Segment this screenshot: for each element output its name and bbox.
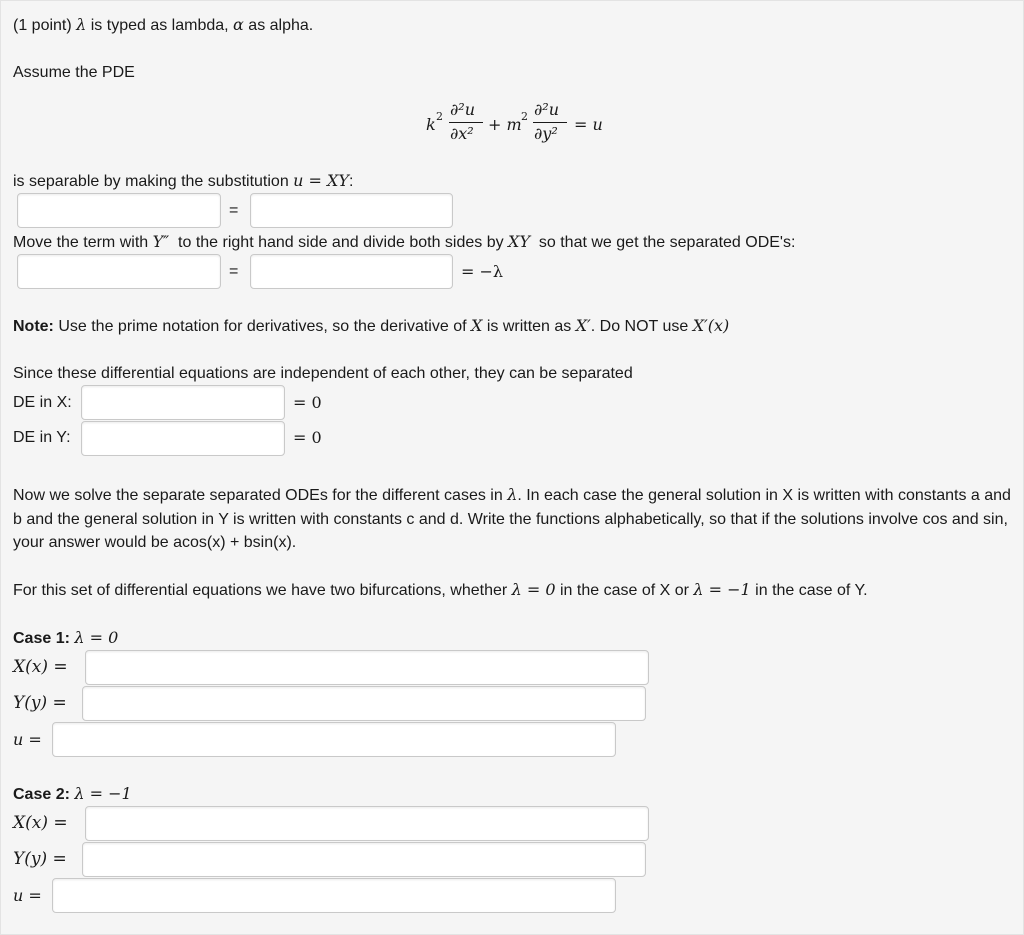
move-line [13, 232, 795, 253]
pde-equals-u: = u [574, 115, 603, 134]
note-x-prime: X′ [575, 316, 591, 335]
case2-condition: λ = −1 [74, 784, 132, 803]
separated-right-input[interactable] [250, 254, 453, 289]
case2-u-input[interactable] [52, 878, 616, 913]
solve-paragraph [13, 483, 1013, 555]
solve-text-pre: Now we solve the separate separated ODEs for the different cases in [13, 487, 508, 504]
move-text-mid: to the right hand side and divide both sides by [169, 234, 509, 251]
bifurc-text-post: in the case of Y. [750, 582, 868, 599]
case1-x-input[interactable] [85, 650, 649, 685]
separated-left-input[interactable] [17, 254, 221, 289]
separable-text: is separable by making the substitution [13, 173, 294, 190]
case1-u-label: u = [13, 730, 42, 749]
case2-y-label: Y(y) = [13, 849, 67, 869]
pde-dx2: ∂x² [450, 124, 474, 143]
alpha-symbol: α [233, 15, 244, 34]
bifurc-lambda-0: λ = 0 [511, 580, 556, 599]
solve-text-post: . In each case the general solution in X is written with constants a and b and the general solution in Y is written with constants c and d. Write the functions alphabetically, so that if the solutions involve cos and sin, your answer would be acos(x) + bsin(x). [13, 487, 1011, 551]
case1-y-label: Y(y) = [13, 693, 67, 713]
pde-k-exp: 2 [436, 110, 443, 123]
assume-text: Assume the PDE [13, 64, 135, 81]
case2-heading [13, 784, 132, 805]
substitution-math: u = XY [293, 171, 349, 190]
bifurc-text-mid: in the case of X or [555, 582, 694, 599]
since-text: Since these differential equations are independent of each other, they can be separated [13, 365, 633, 382]
case1-u-input[interactable] [52, 722, 616, 757]
note-bold: Note: [13, 318, 54, 335]
substitution-right-input[interactable] [250, 193, 453, 228]
note-text-mid: is written as [482, 318, 576, 335]
case1-condition: λ = 0 [74, 628, 119, 647]
substitution-left-input[interactable] [17, 193, 221, 228]
pde-m-exp: 2 [521, 110, 528, 123]
row1-equals: = [229, 202, 239, 219]
bifurc-text-pre: For this set of differential equations we have two bifurcations, whether [13, 582, 512, 599]
lambda-symbol: λ [76, 15, 87, 34]
de-y-input[interactable] [81, 421, 285, 456]
case2-label: Case 2: [13, 786, 70, 803]
case2-y-input[interactable] [82, 842, 646, 877]
bifurcation-line [13, 580, 868, 601]
pde-equation [426, 101, 626, 157]
case2-x-input[interactable] [85, 806, 649, 841]
pde-d2u-2: ∂²u [534, 100, 559, 119]
row2-equals: = [229, 263, 239, 280]
xy-math: XY [508, 232, 530, 251]
y-double-prime: Y″ [152, 232, 170, 251]
lambda-text: is typed as lambda, [86, 17, 234, 34]
pde-dy2: ∂y² [534, 124, 558, 143]
case1-label: Case 1: [13, 630, 70, 647]
fraction-bar-1 [449, 122, 483, 123]
case2-u-label: u = [13, 886, 42, 905]
case1-y-input[interactable] [82, 686, 646, 721]
fraction-bar-2 [533, 122, 567, 123]
pde-d2u-1: ∂²u [450, 100, 475, 119]
solve-lambda: λ [507, 485, 518, 504]
case2-x-label: X(x) = [13, 813, 68, 833]
note-x-prime-x: X′(x) [692, 316, 730, 335]
alpha-text: as alpha. [243, 17, 314, 34]
colon: : [349, 173, 354, 190]
intro-line [13, 15, 313, 36]
de-y-label: DE in Y: [13, 429, 71, 446]
note-text-pre: Use the prime notation for derivatives, so the derivative of [53, 318, 471, 335]
de-x-label: DE in X: [13, 394, 72, 411]
note-x: X [470, 316, 483, 335]
points-label: (1 point) [13, 17, 72, 34]
move-text-pre: Move the term with [13, 234, 153, 251]
de-y-eq0: = 0 [293, 428, 322, 447]
de-x-input[interactable] [81, 385, 285, 420]
note-text-mid2: . Do NOT use [590, 318, 693, 335]
bifurc-lambda-neg1: λ = −1 [693, 580, 751, 599]
equals-neg-lambda: = −λ [461, 262, 504, 281]
case1-x-label: X(x) = [13, 657, 68, 677]
move-text-post: so that we get the separated ODE's: [530, 234, 796, 251]
pde-plus-m: + m [488, 115, 522, 134]
separable-line [13, 171, 353, 192]
de-x-eq0: = 0 [293, 393, 322, 412]
pde-k: k [426, 115, 436, 134]
note-line [13, 316, 729, 337]
case1-heading [13, 628, 118, 649]
